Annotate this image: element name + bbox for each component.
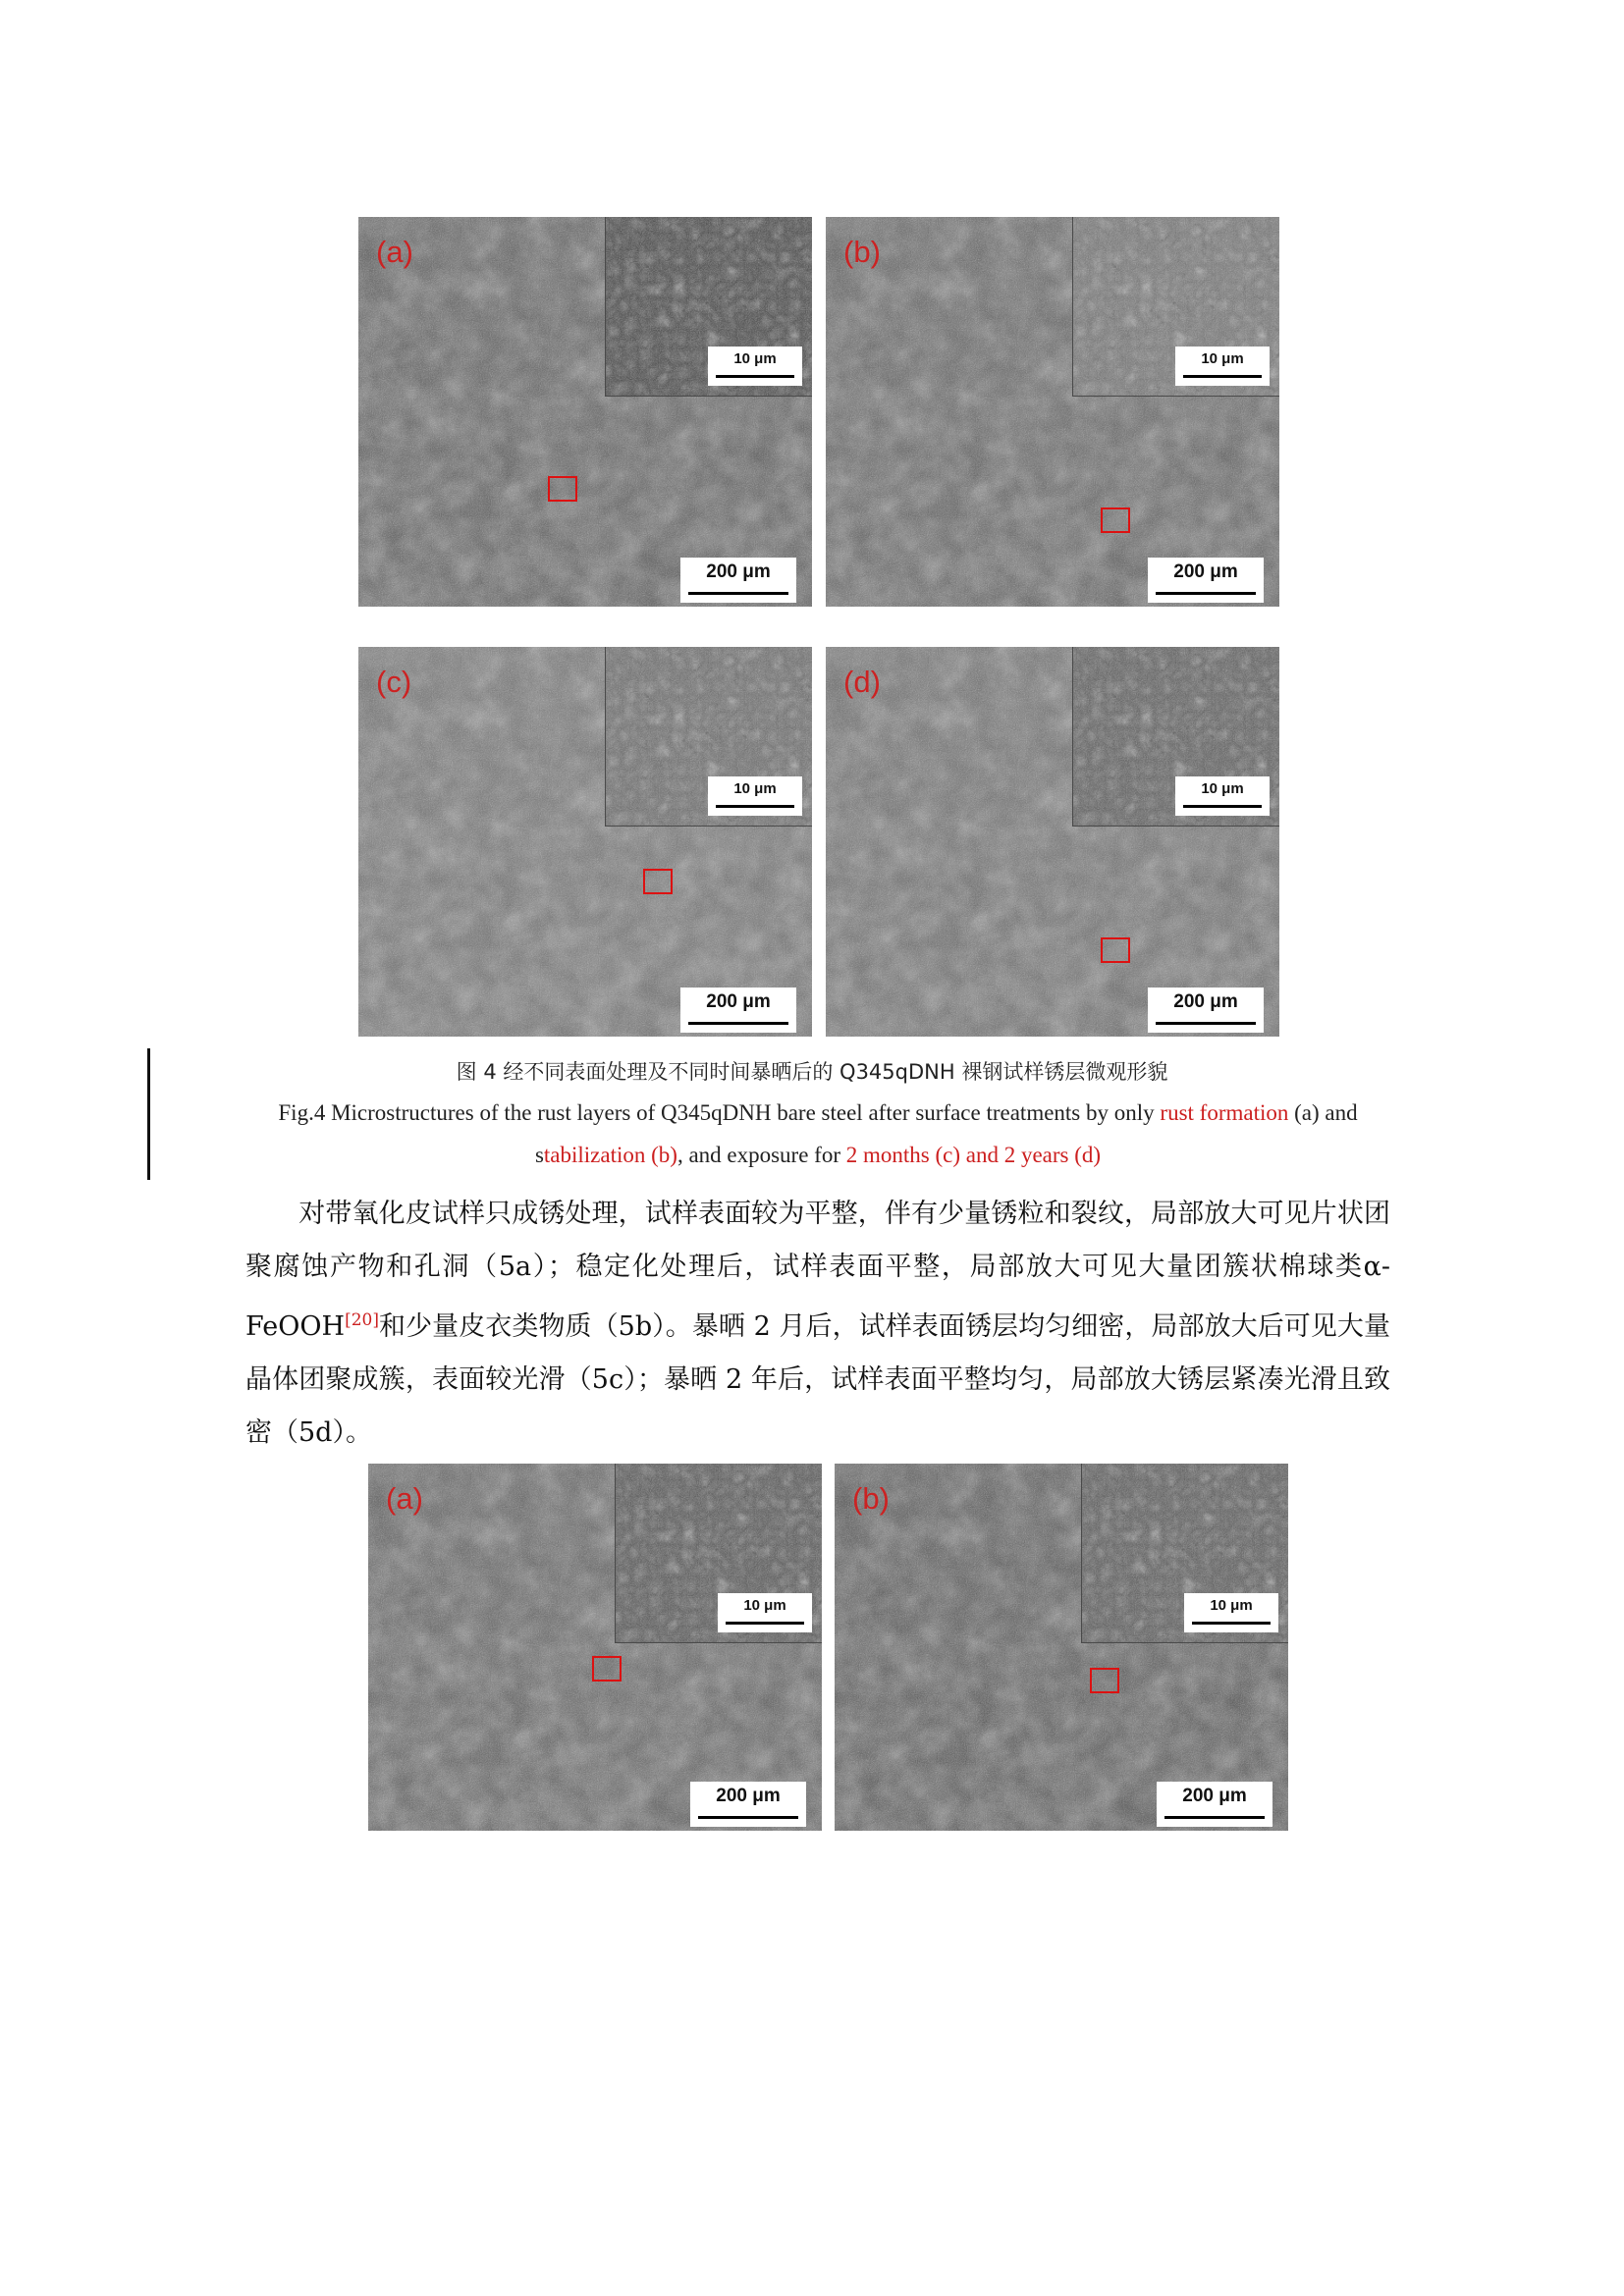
panel-label: (a) (376, 235, 413, 269)
sem-panel-4d (826, 647, 1279, 1037)
zoom-inset (1081, 1464, 1288, 1643)
sem-panel-5a (368, 1464, 822, 1831)
sem-panel-5b (835, 1464, 1288, 1831)
inset-scale-bar: 10 μm (708, 347, 802, 386)
citation-ref[interactable]: [20] (345, 1310, 379, 1330)
main-scale-bar: 200 μm (1148, 988, 1264, 1033)
panel-label: (b) (843, 235, 881, 269)
roi-marker (1101, 937, 1130, 963)
figure-4-caption-en: Fig.4 Microstructures of the rust layers of Q345qDNH bare steel after surface treatments by only rust formation (a) and stabilization (b), and exposure for 2 months (c) and 2 years (d) (278, 1100, 1358, 1167)
main-scale-bar: 200 μm (680, 988, 796, 1033)
inset-scale-bar: 10 μm (1175, 776, 1270, 816)
roi-marker (1101, 507, 1130, 533)
main-scale-bar: 200 μm (1157, 1782, 1272, 1827)
main-scale-bar: 200 μm (1148, 558, 1264, 603)
inset-scale-bar: 10 μm (718, 1593, 812, 1632)
sem-panel-4b (826, 217, 1279, 607)
panel-label: (d) (843, 665, 881, 699)
panel-label: (c) (376, 665, 412, 699)
body-paragraph: 对带氧化皮试样只成锈处理，试样表面较为平整，伴有少量锈粒和裂纹，局部放大可见片状团聚腐蚀产物和孔洞（5a）；稳定化处理后，试样表面平整，局部放大可见大量团簇状棉球类α-FeOOH[20]和少量皮衣类物质（5b）。暴晒 2 月后，试样表面锈层均匀细密，局部放大后可见大量晶体团聚成簇，表面较光滑（5c）；暴晒 2 年后，试样表面平整均匀，局部放大锈层紧凑光滑且致密（5d）。 (245, 1199, 1391, 1448)
figure-4-caption-cn: 图 4 经不同表面处理及不同时间暴晒后的 Q345qDNH 裸钢试样锈层微观形貌 (456, 1060, 1168, 1084)
zoom-inset (615, 1464, 822, 1643)
zoom-inset (605, 647, 812, 827)
zoom-inset (605, 217, 812, 397)
roi-marker (548, 476, 577, 502)
sem-panel-4a (358, 217, 812, 607)
panel-label: (a) (386, 1481, 423, 1516)
inset-scale-bar: 10 μm (708, 776, 802, 816)
main-scale-bar: 200 μm (680, 558, 796, 603)
sem-panel-4c (358, 647, 812, 1037)
inset-scale-bar: 10 μm (1184, 1593, 1278, 1632)
panel-label: (b) (852, 1481, 890, 1516)
roi-marker (592, 1656, 622, 1682)
inset-scale-bar: 10 μm (1175, 347, 1270, 386)
zoom-inset (1072, 647, 1279, 827)
main-scale-bar: 200 μm (690, 1782, 806, 1827)
roi-marker (643, 869, 673, 894)
zoom-inset (1072, 217, 1279, 397)
roi-marker (1090, 1668, 1119, 1693)
